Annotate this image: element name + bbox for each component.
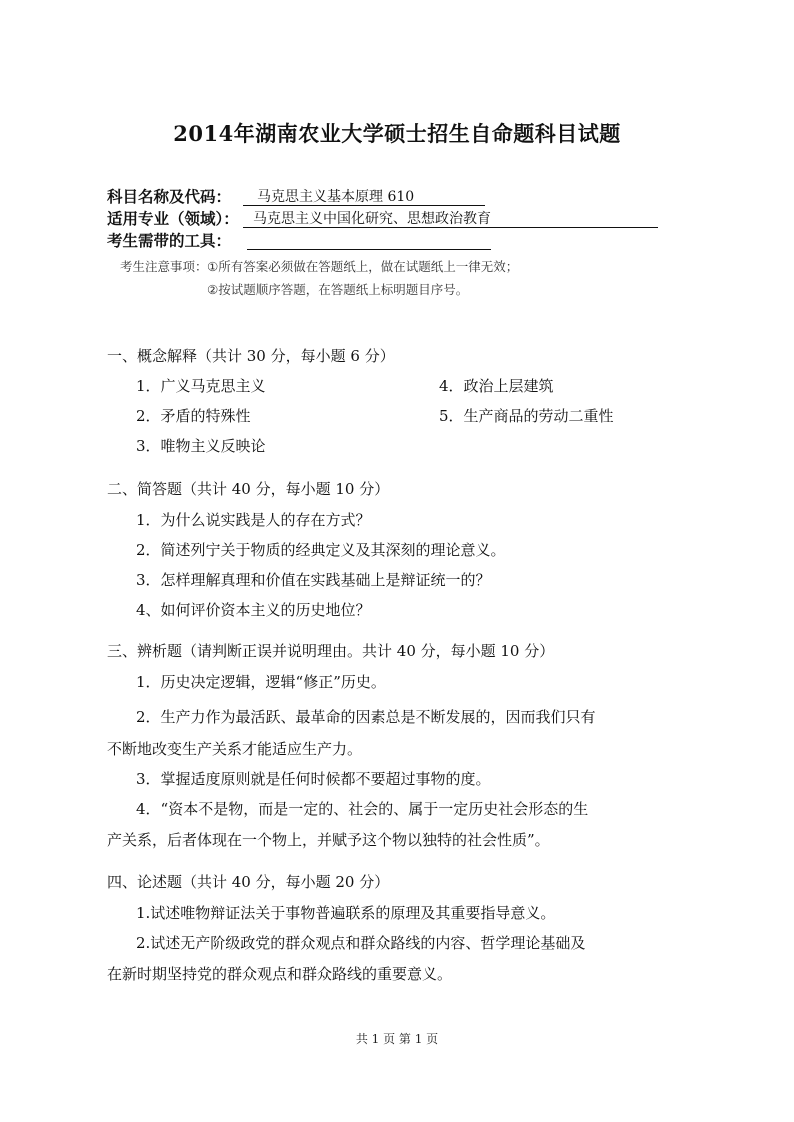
exam-title: 2014年湖南农业大学硕士招生自命题科目试题 — [173, 121, 621, 146]
section-1-item-4: 4．政治上层建筑 — [439, 377, 554, 395]
note-2: ②按试题顺序答题，在答题纸上标明题目序号。 — [207, 282, 469, 297]
note-1: ①所有答案必须做在答题纸上，做在试题纸上一律无效； — [207, 259, 519, 274]
subject-label: 科目名称及代码： — [107, 188, 232, 206]
section-3-item-2-cont: 不断地改变生产关系才能适应生产力。 — [107, 740, 363, 758]
section-2-heading: 二、简答题（共计 40 分，每小题 10 分） — [107, 480, 390, 498]
section-4-item-1: 1.试述唯物辩证法关于事物普遍联系的原理及其重要指导意义。 — [136, 904, 556, 922]
section-2-item-1: 1．为什么说实践是人的存在方式？ — [136, 511, 371, 529]
notes-label: 考生注意事项： — [120, 259, 208, 274]
section-3-item-1: 1．历史决定逻辑，逻辑“修正”历史。 — [136, 673, 386, 691]
section-3-item-4: 4．“资本不是物，而是一定的、社会的、属于一定历史社会形态的生 — [136, 800, 589, 818]
section-2-item-3: 3．怎样理解真理和价值在实践基础上是辩证统一的？ — [136, 571, 491, 589]
tools-label: 考生需带的工具： — [107, 232, 232, 250]
section-3-item-2: 2．生产力作为最活跃、最革命的因素总是不断发展的，因而我们只有 — [136, 708, 596, 726]
section-3-item-4-cont: 产关系，后者体现在一个物上，并赋予这个物以独特的社会性质”。 — [107, 831, 550, 849]
section-4-item-2-cont: 在新时期坚持党的群众观点和群众路线的重要意义。 — [107, 965, 453, 983]
subject-value: 马克思主义基本原理 610 — [243, 186, 485, 206]
section-4-item-2: 2.试述无产阶级政党的群众观点和群众路线的内容、哲学理论基础及 — [136, 934, 586, 952]
section-2-item-2: 2．简述列宁关于物质的经典定义及其深刻的理论意义。 — [136, 541, 506, 559]
section-1-item-5: 5．生产商品的劳动二重性 — [439, 407, 614, 425]
section-1-item-3: 3．唯物主义反映论 — [136, 437, 266, 455]
section-4-heading: 四、论述题（共计 40 分，每小题 20 分） — [107, 873, 390, 891]
section-3-item-3: 3．掌握适度原则就是任何时候都不要超过事物的度。 — [136, 770, 491, 788]
section-2-item-4: 4、如何评价资本主义的历史地位？ — [136, 601, 371, 619]
section-1-item-2: 2．矛盾的特殊性 — [136, 407, 251, 425]
tools-value — [247, 230, 491, 250]
major-value: 马克思主义中国化研究、思想政治教育 — [243, 208, 658, 228]
major-label: 适用专业（领域）： — [107, 210, 239, 228]
section-1-item-1: 1．广义马克思主义 — [136, 377, 266, 395]
page-footer: 共 1 页 第 1 页 — [355, 1032, 439, 1046]
section-3-heading: 三、辨析题（请判断正误并说明理由。共计 40 分，每小题 10 分） — [107, 642, 555, 660]
section-1-heading: 一、概念解释（共计 30 分，每小题 6 分） — [107, 347, 395, 365]
